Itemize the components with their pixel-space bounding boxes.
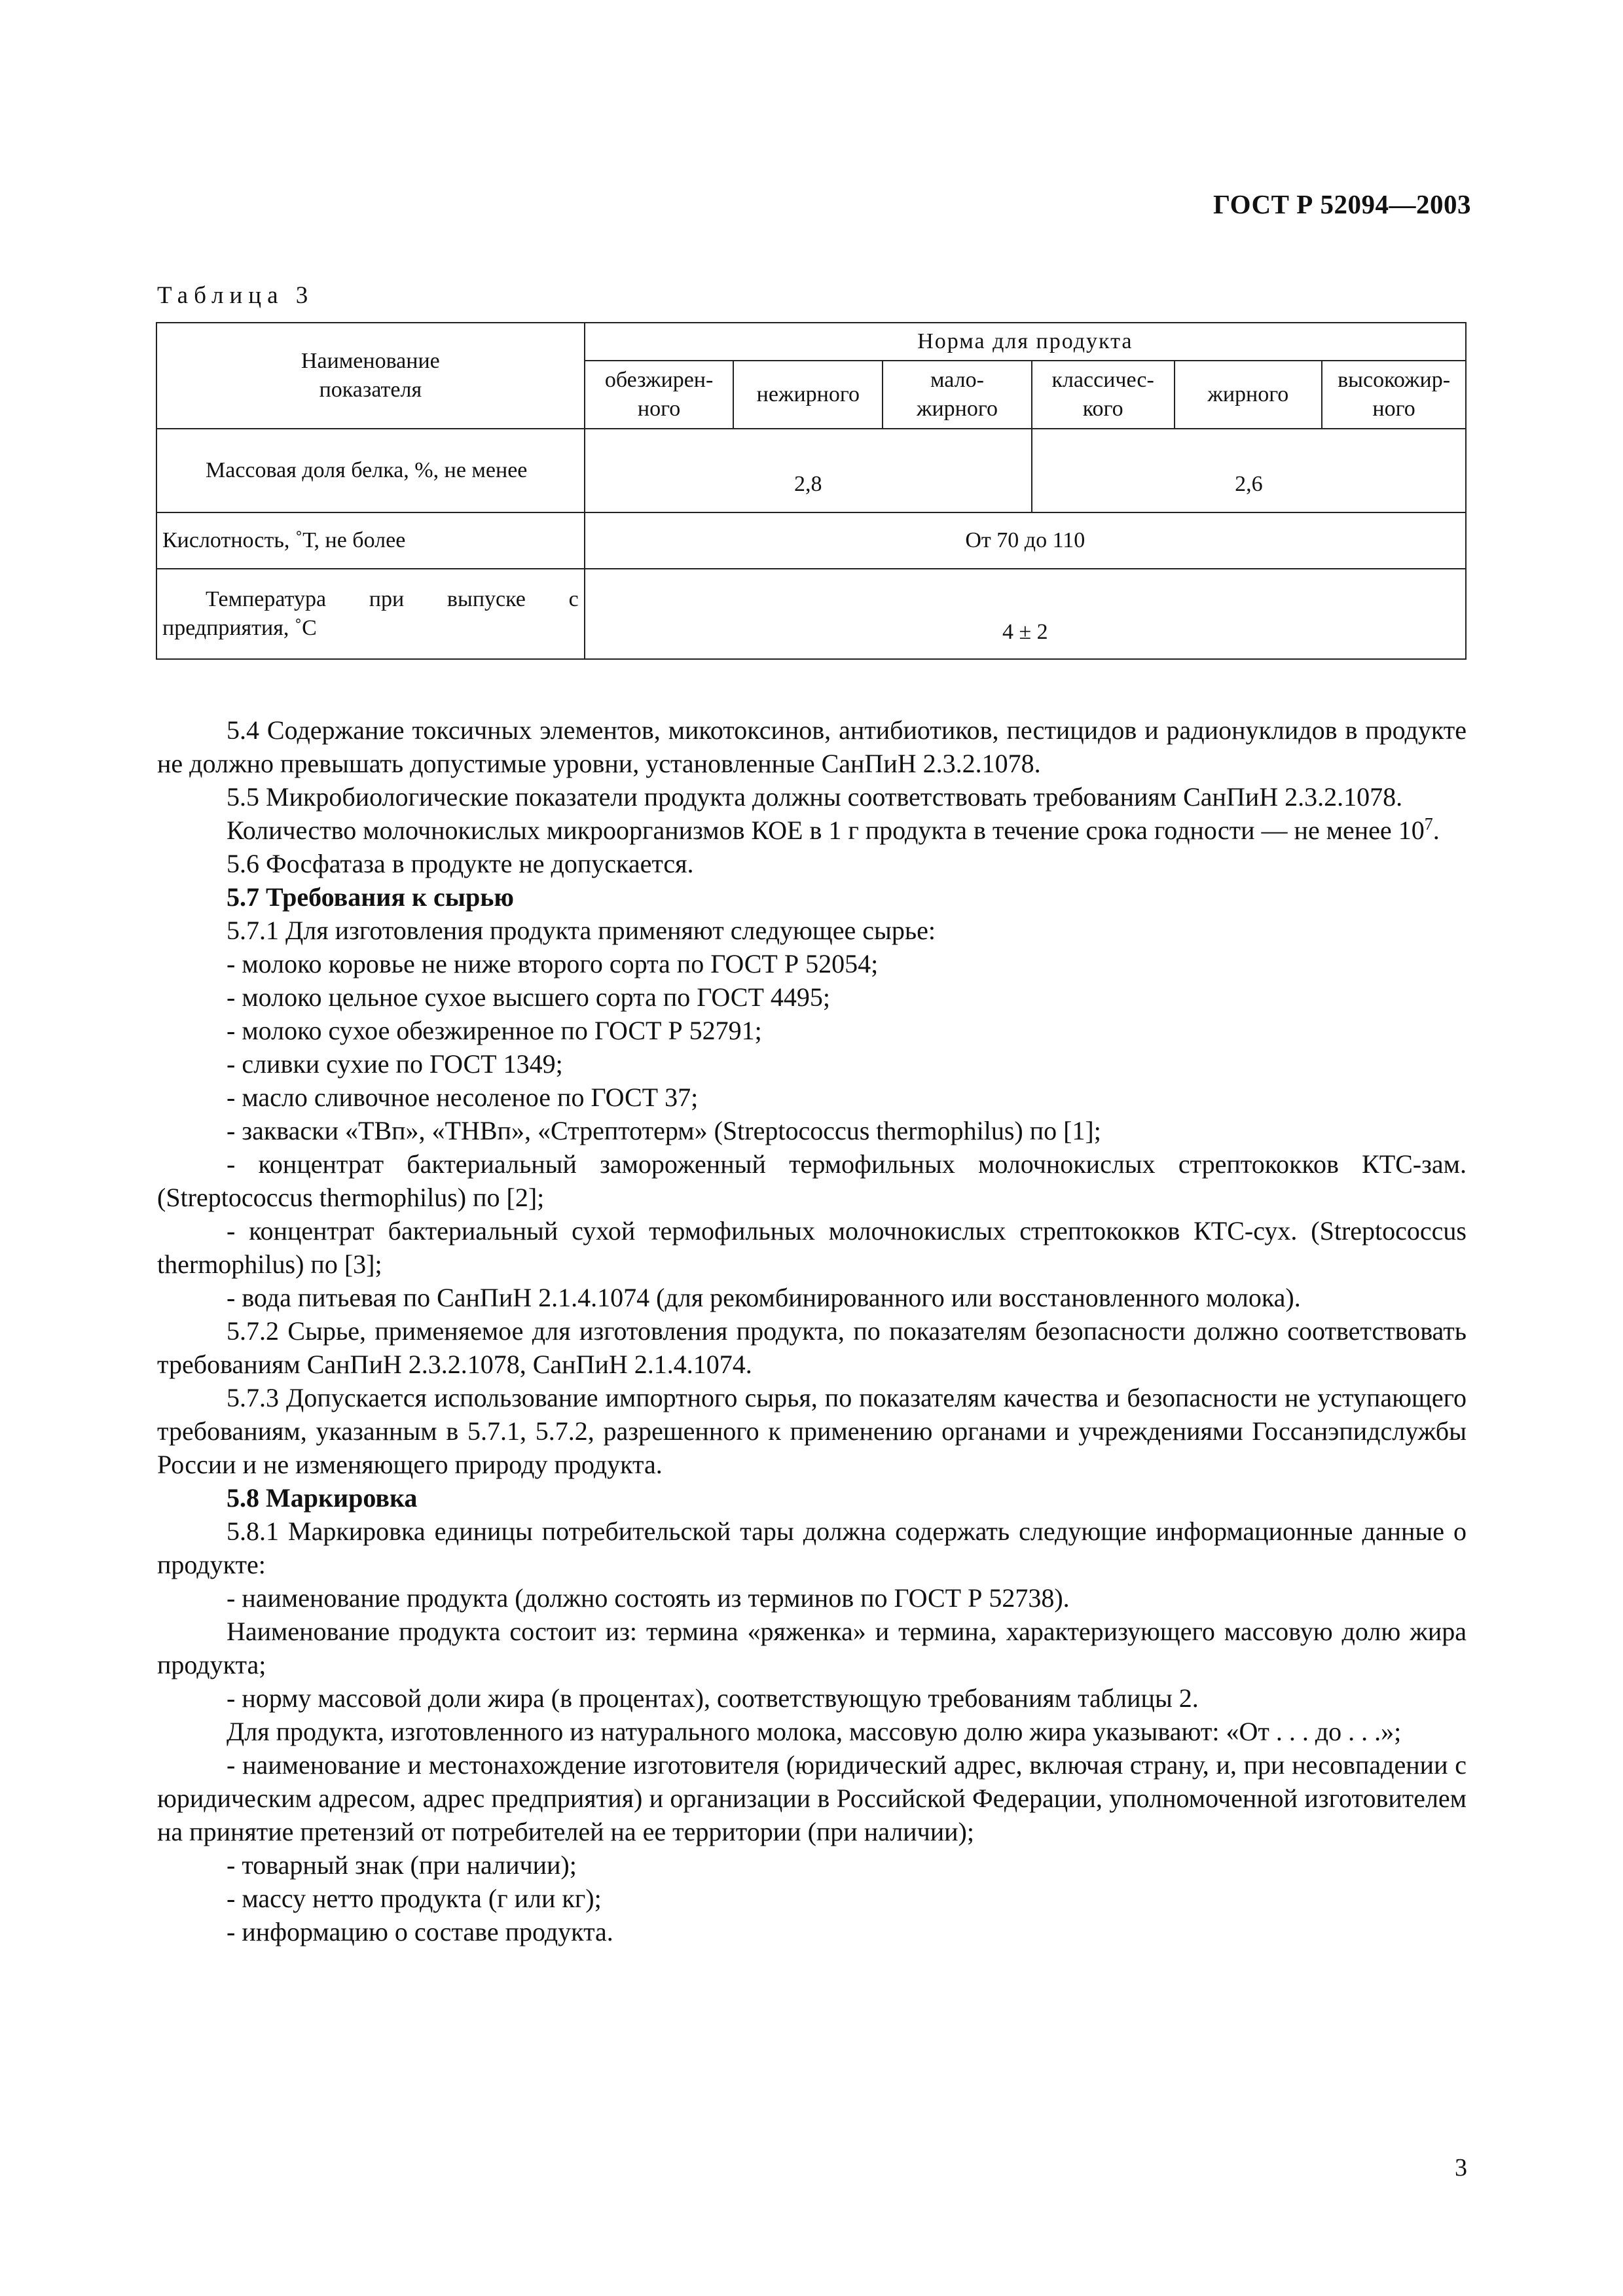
paragraph-5-7-2: 5.7.2 Сырье, применяемое для изготовления продукта, по показателям безопасности должно соответствовать требованиям СанПиН 2.3.2.1078, СанПиН 2.1.4.1074. <box>157 1316 1467 1379</box>
list-item: - наименование продукта (должно состоять из терминов по ГОСТ Р 52738). <box>227 1583 1070 1613</box>
paragraph-5-7-3: 5.7.3 Допускается использование импортного сырья, по показателям качества и безопасности не уступающего требованиям, указанным в 5.7.1, 5.7.2, разрешенного к применению органами и учреждениями Госсанэпидслужбы России и не изменяющего природу продукта. <box>157 1383 1467 1479</box>
row-acidity-label: Кислотность, ˚Т, не более <box>156 512 585 569</box>
header-skimmed: обезжирен- ного <box>585 361 734 429</box>
norms-table <box>156 322 1467 660</box>
list-item: - молоко сухое обезжиренное по ГОСТ Р 52791; <box>227 1016 762 1045</box>
list-item: - молоко коровье не ниже второго сорта по ГОСТ Р 52054; <box>227 949 879 978</box>
header-nonfat: нежирного <box>733 361 883 429</box>
koe-end: . <box>1432 816 1440 845</box>
header-fat: жирного <box>1175 361 1322 429</box>
row-protein-label: Массовая доля белка, %, не менее <box>156 429 585 512</box>
list-item: - масло сливочное несоленое по ГОСТ 37; <box>227 1083 699 1112</box>
row-protein-value-high: 2,6 <box>1032 429 1466 512</box>
list-item: - концентрат бактериальный замороженный термофильных молочнокислых стрептококков КТС-зам. (Streptococcus thermophilus) по [2]; <box>157 1149 1467 1212</box>
paragraph-5-6: 5.6 Фосфатаза в продукте не допускается. <box>227 849 694 878</box>
row-temperature-label: Температура при выпуске с предприятия, ˚С <box>156 569 585 659</box>
list-item: - норму массовой доли жира (в процентах), соответствующую требованиям таблицы 2. <box>227 1683 1199 1713</box>
header-product-norm: Норма для продукта <box>585 323 1466 361</box>
document-body <box>157 713 1467 1948</box>
list-item: - товарный знак (при наличии); <box>227 1850 577 1880</box>
list-item: - массу нетто продукта (г или кг); <box>227 1884 602 1913</box>
row-temperature-value: 4 ± 2 <box>585 569 1466 659</box>
page-number: 3 <box>1455 2154 1467 2181</box>
paragraph-koe <box>157 814 1467 847</box>
list-item: - сливки сухие по ГОСТ 1349; <box>227 1049 563 1079</box>
koe-exponent: 7 <box>1424 814 1433 834</box>
paragraph-5-7-1: 5.7.1 Для изготовления продукта применяют следующее сырье: <box>227 916 936 945</box>
paragraph-5-8-1: 5.8.1 Маркировка единицы потребительской тары должна содержать следующие информационные данные о продукте: <box>157 1516 1467 1579</box>
list-item: - наименование и местонахождение изготовителя (юридический адрес, включая страну, и, при несовпадении с юридическим адресом, адрес предприятия) и организации в Российской Федерации, уполномоченной изготовителем на принятие претензий от потребителей на ее территории (при наличии); <box>157 1750 1467 1846</box>
paragraph-name-description: Наименование продукта состоит из: термина «ряженка» и термина, характеризующего массовую долю жира продукта; <box>157 1617 1467 1679</box>
row-acidity-value: От 70 до 110 <box>585 512 1466 569</box>
document-code-header: ГОСТ Р 52094—2003 <box>1213 189 1471 219</box>
table-caption: Таблица 3 <box>157 282 314 309</box>
header-high-fat: высокожир- ного <box>1322 361 1466 429</box>
header-indicator-name: Наименование показателя <box>156 323 585 429</box>
paragraph-natural-milk: Для продукта, изготовленного из натурального молока, массовую долю жира указывают: «От . . . до . . .»; <box>227 1717 1402 1746</box>
row-protein-value-low: 2,8 <box>585 429 1032 512</box>
koe-text: Количество молочнокислых микроорганизмов КОЕ в 1 г продукта в течение срока годности — не менее 10 <box>227 816 1425 845</box>
list-item: - вода питьевая по СанПиН 2.1.4.1074 (для рекомбинированного или восстановленного молока). <box>227 1283 1301 1312</box>
paragraph-5-4: 5.4 Содержание токсичных элементов, микотоксинов, антибиотиков, пестицидов и радионуклидов в продукте не должно превышать допустимые уровни, установленные СанПиН 2.3.2.1078. <box>157 715 1467 778</box>
header-low-fat: мало- жирного <box>883 361 1032 429</box>
heading-5-8: 5.8 Маркировка <box>227 1483 418 1513</box>
list-item: - закваски «ТВп», «ТНВп», «Стрептотерм» (Streptococcus thermophilus) по [1]; <box>227 1116 1101 1145</box>
list-item: - информацию о составе продукта. <box>227 1917 613 1946</box>
header-classic: классичес- кого <box>1032 361 1175 429</box>
list-item: - концентрат бактериальный сухой термофильных молочнокислых стрептококков КТС-сух. (Streptococcus thermophilus) по [3]; <box>157 1216 1467 1279</box>
list-item: - молоко цельное сухое высшего сорта по ГОСТ 4495; <box>227 982 830 1012</box>
paragraph-5-5: 5.5 Микробиологические показатели продукта должны соответствовать требованиям СанПиН 2.3.2.1078. <box>227 782 1403 812</box>
heading-5-7: 5.7 Требования к сырью <box>227 882 514 912</box>
